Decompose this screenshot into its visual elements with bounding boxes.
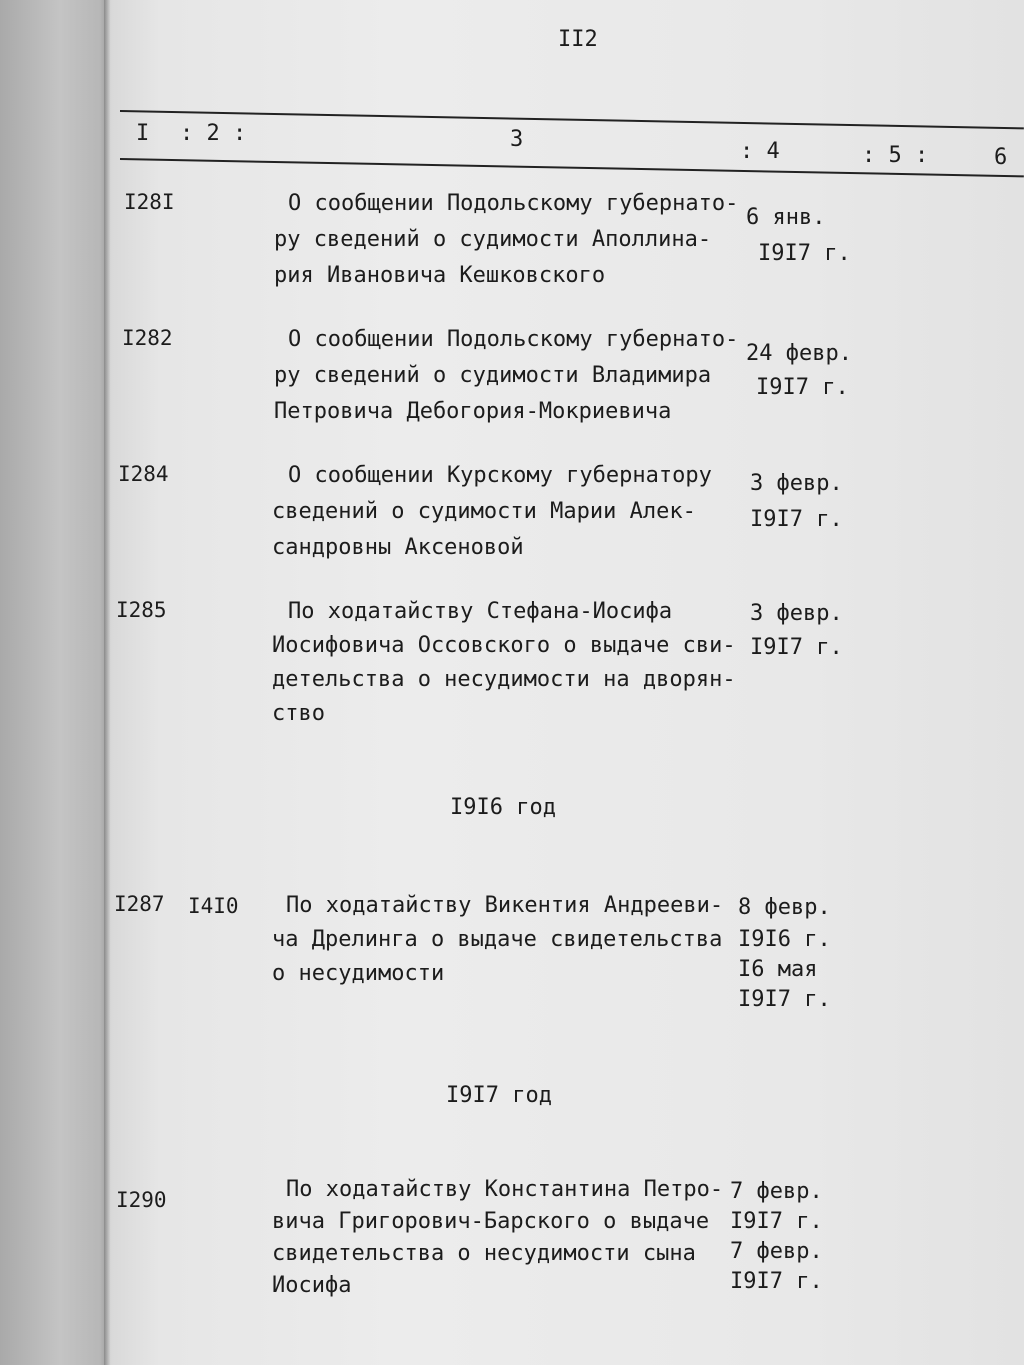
entry-description-line: Иосифа (272, 1273, 352, 1298)
column-header-1: I (136, 121, 150, 146)
entry-date: 8 февр. (738, 895, 831, 920)
entry-description-line: свидетельства о несудимости сына (272, 1241, 696, 1266)
entry-description-line: О сообщении Подольскому губернато- (288, 191, 739, 216)
entry-description-line: По ходатайству Викентия Андрееви- (286, 893, 724, 918)
entry-description-line: Иосифовича Оссовского о выдаче сви- (272, 633, 736, 658)
entry-description-line: сведений о судимости Марии Алек- (272, 499, 696, 524)
entry-number: I28I (124, 190, 175, 214)
entry-description-line: ство (272, 701, 325, 726)
entry-description-line: О сообщении Подольскому губернато- (288, 327, 739, 352)
entry-date: I9I7 г. (738, 987, 831, 1012)
entry-date: 3 февр. (750, 471, 843, 496)
entry-description-line: ру сведений о судимости Владимира (274, 363, 712, 388)
entry-date: 6 янв. (746, 205, 826, 230)
entry-date: I9I7 г. (730, 1209, 823, 1234)
entry-description-line: О сообщении Курскому губернатору (288, 463, 712, 488)
entry-date: I9I7 г. (750, 635, 843, 660)
entry-description-line: ча Дрелинга о выдаче свидетельства (272, 927, 723, 952)
column-header-5: : 5 : (862, 143, 929, 168)
entry-description-line: ру сведений о судимости Аполлина- (274, 227, 712, 252)
entry-description-line: детельства о несудимости на дворян- (272, 667, 736, 692)
entry-date: I9I7 г. (750, 507, 843, 532)
section-year-heading: I9I7 год (446, 1083, 552, 1108)
entry-description-line: По ходатайству Константина Петро- (286, 1177, 724, 1202)
column-header-3: 3 (510, 127, 524, 152)
entry-date: I6 мая (738, 957, 818, 982)
entry-number: I290 (116, 1188, 167, 1212)
column-header-2: : 2 : (180, 121, 247, 146)
table-header-top-rule (120, 110, 1024, 129)
entry-description-line: вича Григорович-Барского о выдаче (272, 1209, 710, 1234)
entry-description-line: о несудимости (272, 961, 445, 986)
entry-description-line: Петровича Дебогория-Мокриевича (274, 399, 672, 424)
entry-number: I284 (118, 462, 169, 486)
entry-date: I9I7 г. (758, 241, 851, 266)
entry-number: I287 (114, 892, 165, 916)
entry-date: I9I6 г. (738, 927, 831, 952)
column-header-4: : 4 (740, 139, 780, 164)
page-fold (104, 0, 110, 1365)
entry-description-line: По ходатайству Стефана-Иосифа (288, 599, 673, 624)
entry-description-line: сандровны Аксеновой (272, 535, 524, 560)
entry-date: I9I7 г. (756, 375, 849, 400)
entry-alt-number: I4I0 (188, 894, 239, 918)
section-year-heading: I9I6 год (450, 795, 556, 820)
entry-description-line: рия Ивановича Кешковского (274, 263, 606, 288)
entry-number: I285 (116, 598, 167, 622)
page-number: II2 (558, 27, 598, 52)
entry-number: I282 (122, 326, 173, 350)
book-binding-edge (0, 0, 108, 1365)
entry-date: 7 февр. (730, 1239, 823, 1264)
entry-date: I9I7 г. (730, 1269, 823, 1294)
entry-date: 7 февр. (730, 1179, 823, 1204)
entry-date: 3 февр. (750, 601, 843, 626)
column-header-6: 6 (994, 145, 1008, 170)
entry-date: 24 февр. (746, 341, 852, 366)
